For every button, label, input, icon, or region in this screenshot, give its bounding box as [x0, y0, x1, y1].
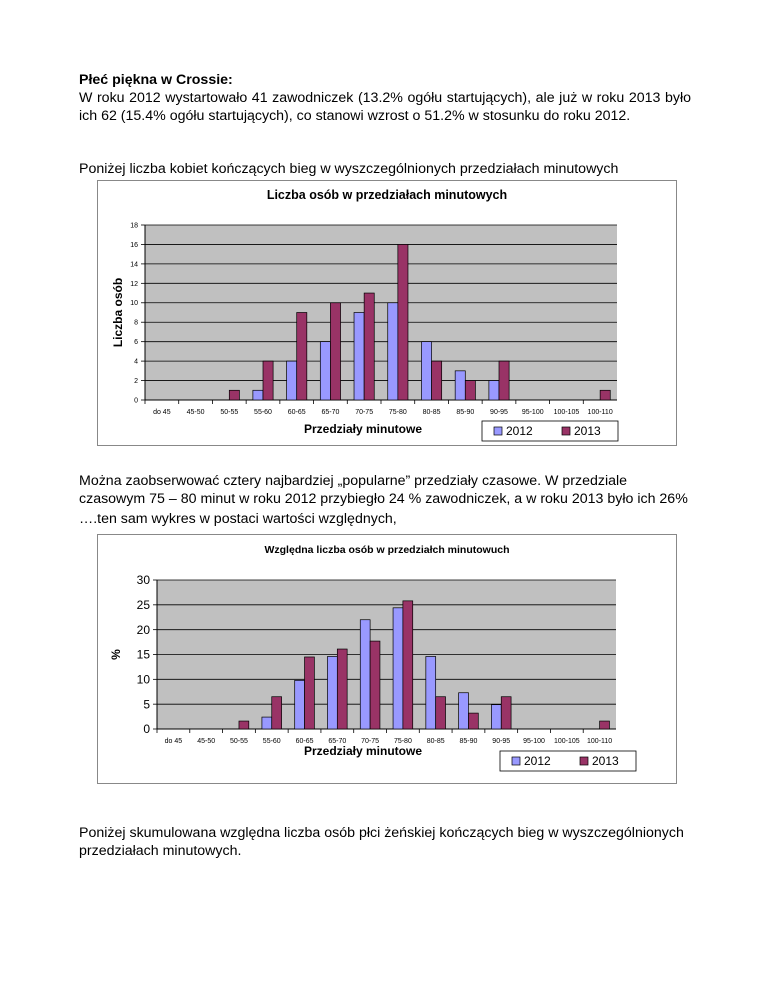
- x-tick-label: 65-70: [328, 738, 347, 745]
- x-tick-label: 65-70: [321, 409, 340, 416]
- bar-2013-80-85: [436, 697, 446, 729]
- y-tick-label: 10: [130, 300, 138, 308]
- y-tick-label: 18: [130, 222, 138, 230]
- x-tick-label: 70-75: [361, 738, 380, 745]
- bar-2013-100-110: [600, 390, 610, 400]
- bar-2013-65-70: [337, 649, 347, 729]
- chart-relative-percent: [97, 534, 677, 784]
- bar-2012-60-65: [287, 361, 297, 400]
- chart-absolute-svg: [98, 181, 676, 445]
- x-tick-label: do 45: [164, 738, 183, 745]
- bar-2013-90-95: [501, 697, 511, 729]
- intro-section: [79, 71, 691, 125]
- legend-label-2013: 2013: [592, 754, 619, 768]
- bar-2012-85-90: [455, 371, 465, 400]
- y-tick-label: 0: [143, 722, 150, 737]
- x-tick-label: 95-100: [521, 409, 544, 416]
- bar-2012-70-75: [354, 313, 364, 401]
- bar-2012-65-70: [327, 656, 337, 729]
- bar-2012-65-70: [320, 342, 330, 400]
- chart-absolute-counts: [97, 180, 677, 446]
- bar-2012-90-95: [489, 381, 499, 400]
- x-tick-label: 75-80: [388, 409, 407, 416]
- x-tick-label: 70-75: [355, 409, 374, 416]
- bar-2012-80-85: [421, 342, 431, 400]
- chart-relative-svg: [98, 535, 676, 783]
- chart2-lead-text: ….ten sam wykres w postaci wartości względnych,: [79, 511, 397, 527]
- x-tick-label: 75-80: [393, 738, 412, 745]
- bar-2013-55-60: [272, 697, 282, 729]
- x-tick-label: 60-65: [287, 409, 306, 416]
- x-tick-label: 90-95: [490, 409, 508, 416]
- bar-2013-80-85: [432, 361, 442, 400]
- y-tick-label: 10: [136, 672, 150, 687]
- y-tick-label: 4: [134, 358, 138, 366]
- bar-2013-60-65: [305, 657, 315, 729]
- y-tick-label: 15: [136, 647, 150, 662]
- y-tick-label: 16: [130, 241, 138, 249]
- intro-paragraph: W roku 2012 wystartowało 41 zawodniczek (13.2% ogółu startujących), ale już w roku 2013 było ich 62 (15.4% ogółu startujących), co stanowi wzrost o 51.2% w stosunku do roku 2012.: [79, 90, 691, 124]
- x-tick-label: 85-90: [459, 738, 478, 745]
- x-tick-label: 100-105: [553, 738, 580, 745]
- bar-2013-65-70: [330, 303, 340, 400]
- y-tick-label: 20: [136, 622, 150, 637]
- y-tick-label: 0: [134, 397, 138, 405]
- legend-label-2013: 2013: [574, 424, 601, 438]
- cumulative-lead-text: Poniżej skumulowana względna liczba osób płci żeńskiej kończących bieg w wyszczególnionych przedziałach minutowych.: [79, 825, 684, 859]
- bar-2012-60-65: [295, 680, 305, 729]
- bar-2013-75-80: [403, 601, 413, 729]
- x-axis-label: Przedziały minutowe: [303, 422, 423, 436]
- x-tick-label: 80-85: [422, 409, 441, 416]
- bar-2013-50-55: [229, 390, 239, 400]
- x-tick-label: 55-60: [254, 409, 272, 416]
- x-tick-label: do 45: [153, 409, 171, 416]
- bar-2013-90-95: [499, 361, 509, 400]
- x-axis-label: Przedziały minutowe: [303, 744, 423, 758]
- legend: [500, 751, 636, 771]
- legend-swatch-2013: [580, 757, 588, 765]
- x-tick-label: 85-90: [456, 409, 475, 416]
- x-tick-label: 45-50: [197, 738, 216, 745]
- chart1-lead-text: Poniżej liczba kobiet kończących bieg w wyszczególnionych przedziałach minutowych: [79, 161, 619, 177]
- y-tick-label: 5: [143, 697, 150, 712]
- legend-label-2012: 2012: [524, 754, 551, 768]
- plot-area: [145, 225, 617, 400]
- chart-title: Liczba osób w przedziałach minutowych: [266, 188, 508, 202]
- x-tick-label: 90-95: [492, 738, 511, 745]
- bar-2013-70-75: [370, 641, 380, 729]
- legend-swatch-2012: [512, 757, 520, 765]
- y-tick-label: 6: [134, 339, 138, 347]
- bar-2013-55-60: [263, 361, 273, 400]
- x-tick-label: 100-110: [587, 738, 613, 745]
- chart-title: Względna liczba osób w przedziałch minutowuch: [264, 544, 510, 556]
- bar-2013-85-90: [465, 381, 475, 400]
- bar-2012-75-80: [393, 608, 403, 729]
- bar-2012-70-75: [360, 620, 370, 729]
- y-tick-label: 25: [136, 598, 150, 613]
- bar-2013-70-75: [364, 293, 374, 400]
- x-tick-label: 50-55: [230, 738, 248, 745]
- x-tick-label: 60-65: [295, 738, 314, 745]
- observation-text: Można zaobserwować cztery najbardziej „popularne” przedziały czasowe. W przedziale czasowym 75 – 80 minut w roku 2012 przybiegło 24 % zawodniczek, a w roku 2013 było ich 26%: [79, 473, 688, 507]
- bar-2012-90-95: [491, 705, 501, 729]
- bar-2012-80-85: [426, 656, 436, 729]
- bar-2012-85-90: [459, 693, 469, 729]
- y-tick-label: 8: [134, 319, 138, 327]
- bar-2012-55-60: [262, 717, 272, 729]
- legend: [482, 421, 618, 441]
- x-tick-label: 50-55: [220, 409, 239, 416]
- bar-2012-55-60: [253, 390, 263, 400]
- x-tick-label: 80-85: [426, 738, 445, 745]
- x-tick-label: 45-50: [186, 409, 205, 416]
- bar-2013-50-55: [239, 721, 249, 729]
- x-tick-label: 100-110: [587, 409, 613, 416]
- section-heading: Płeć piękna w Crossie:: [79, 72, 233, 88]
- bar-2013-75-80: [398, 244, 408, 400]
- x-tick-label: 95-100: [523, 738, 545, 745]
- legend-swatch-2012: [494, 427, 502, 435]
- legend-label-2012: 2012: [506, 424, 533, 438]
- y-tick-label: 30: [136, 573, 150, 588]
- bar-2013-60-65: [297, 313, 307, 401]
- bar-2012-75-80: [388, 303, 398, 400]
- bar-2013-85-90: [468, 713, 478, 729]
- y-tick-label: 2: [134, 378, 138, 386]
- y-axis-label: Liczba osób: [111, 277, 125, 348]
- bar-2013-100-110: [600, 721, 610, 729]
- y-axis-label: %: [109, 649, 123, 660]
- y-tick-label: 12: [130, 280, 138, 288]
- x-tick-label: 100-105: [553, 409, 580, 416]
- x-tick-label: 55-60: [262, 738, 281, 745]
- y-tick-label: 14: [130, 261, 138, 269]
- legend-swatch-2013: [562, 427, 570, 435]
